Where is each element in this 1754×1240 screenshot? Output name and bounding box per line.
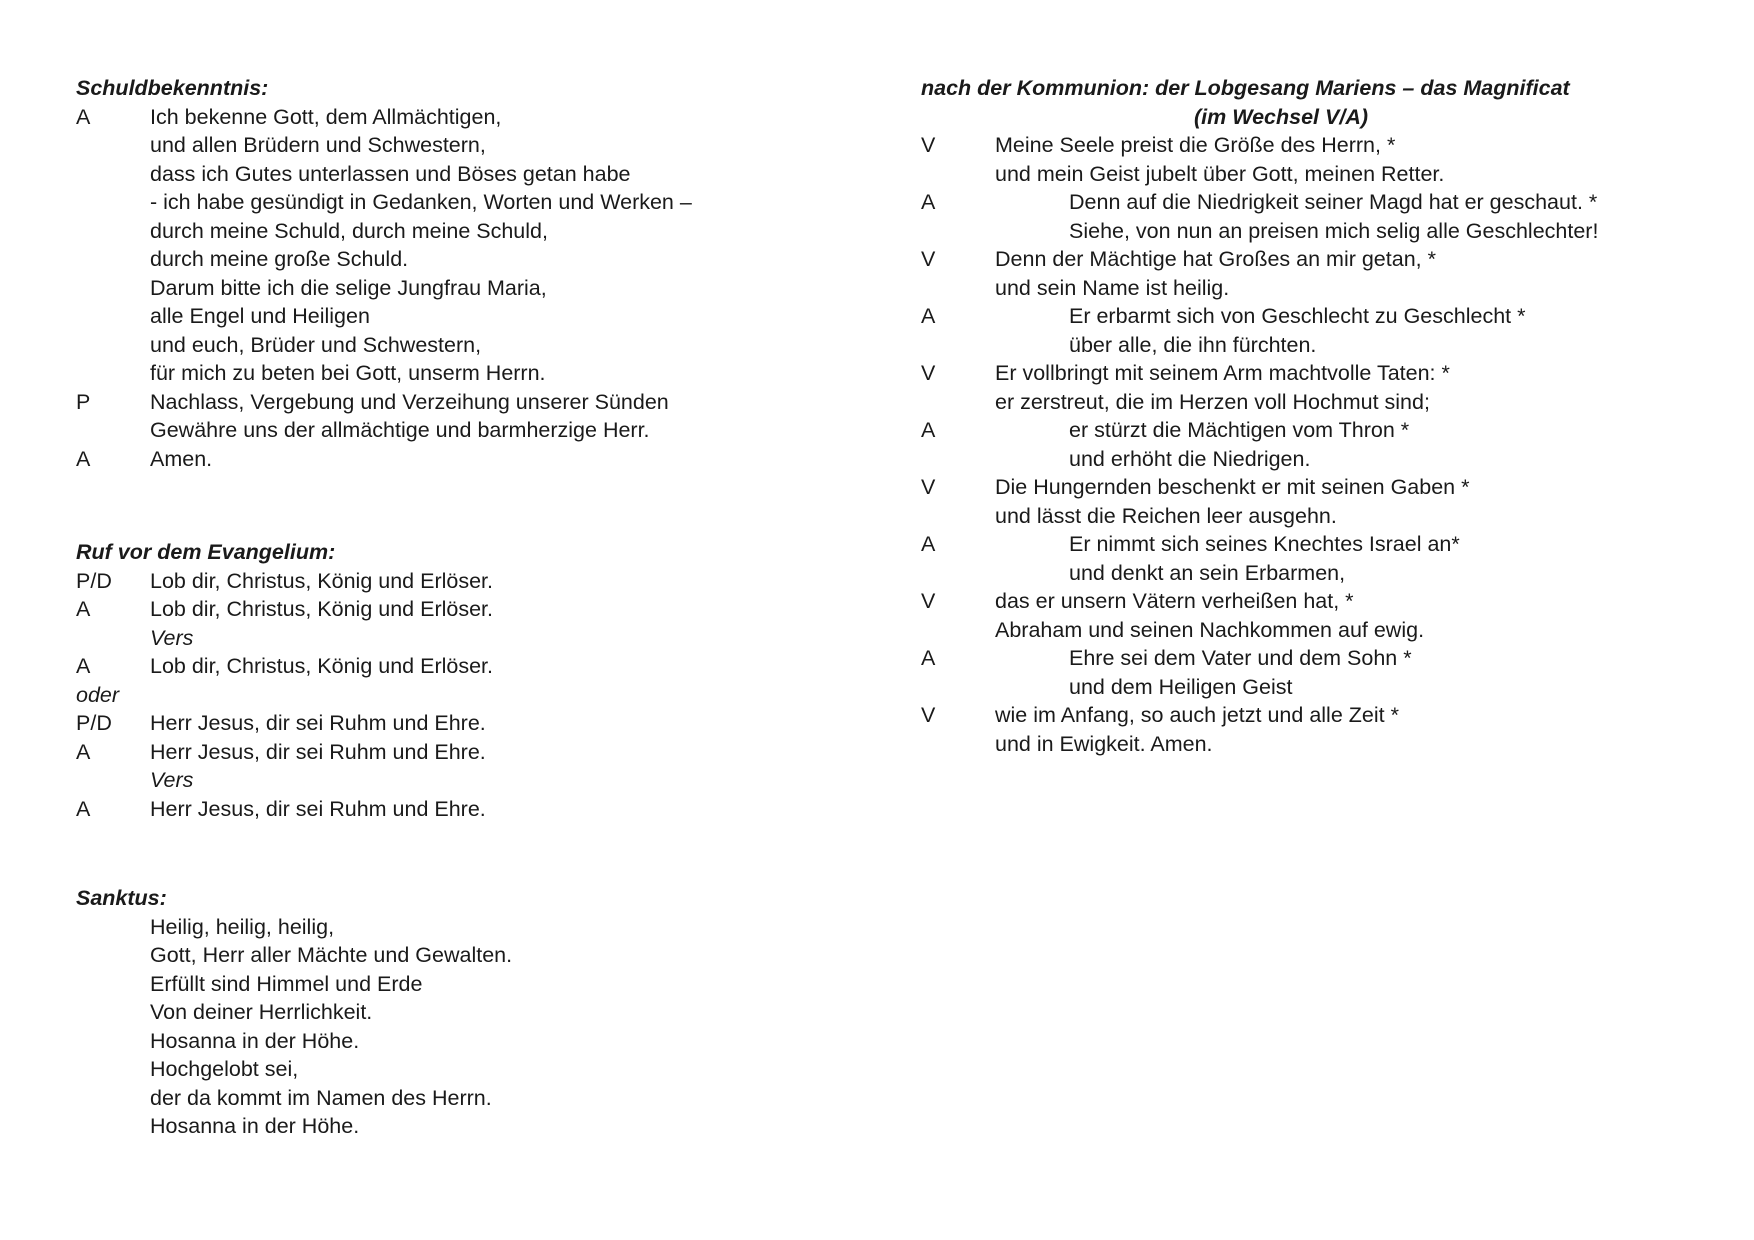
line-text: Hosanna in der Höhe. — [150, 1028, 360, 1053]
line-text: Lob dir, Christus, König und Erlöser. — [150, 568, 493, 593]
line-text: der da kommt im Namen des Herrn. — [150, 1085, 492, 1110]
text-line — [921, 388, 1741, 417]
speaker-label: A — [76, 597, 91, 621]
text-line — [76, 359, 836, 388]
speaker-label: A — [921, 418, 936, 442]
speaker-label: A — [76, 104, 91, 129]
text-line — [921, 416, 1741, 445]
line-text: und denkt an sein Erbarmen, — [1069, 560, 1346, 585]
line-text: und sein Name ist heilig. — [995, 275, 1230, 300]
text-line — [76, 103, 836, 132]
line-text: Herr Jesus, dir sei Ruhm und Ehre. — [150, 796, 486, 821]
line-text: Gewähre uns der allmächtige und barmherzige Herr. — [150, 418, 650, 442]
line-text: er zerstreut, die im Herzen voll Hochmut sind; — [995, 389, 1430, 414]
text-line — [921, 274, 1741, 303]
line-text: durch meine Schuld, durch meine Schuld, — [150, 218, 548, 243]
text-line — [76, 188, 836, 217]
text-line — [921, 217, 1741, 246]
text-line — [76, 274, 836, 303]
line-text: Amen. — [150, 446, 213, 471]
text-line — [921, 616, 1741, 645]
line-text: Vers — [150, 625, 194, 650]
line-text: Er vollbringt mit seinem Arm machtvolle Taten: * — [995, 361, 1450, 385]
text-line — [921, 359, 1741, 388]
line-text: Er nimmt sich seines Knechtes Israel an* — [1069, 532, 1460, 556]
line-text: Ehre sei dem Vater und dem Sohn * — [1069, 646, 1412, 670]
speaker-label: P/D — [76, 568, 112, 593]
line-text: und erhöht die Niedrigen. — [1069, 446, 1311, 471]
line-text: Hochgelobt sei, — [150, 1057, 299, 1081]
speaker-label: A — [76, 739, 91, 764]
speaker-label: A — [76, 654, 91, 678]
text-line — [921, 445, 1741, 474]
line-text: Hosanna in der Höhe. — [150, 1114, 360, 1138]
text-line — [76, 445, 836, 474]
text-line — [921, 188, 1741, 217]
text-line — [921, 587, 1741, 616]
text-line — [921, 673, 1741, 702]
line-text: Herr Jesus, dir sei Ruhm und Ehre. — [150, 711, 486, 735]
text-line — [76, 595, 836, 624]
line-text: - ich habe gesündigt in Gedanken, Worten und Werken – — [150, 190, 692, 214]
section-heading: Ruf vor dem Evangelium: — [76, 540, 336, 564]
line-text: und in Ewigkeit. Amen. — [995, 731, 1213, 756]
speaker-label: oder — [76, 682, 120, 707]
text-line — [76, 1084, 836, 1113]
speaker-label: V — [921, 133, 936, 157]
line-text: das er unsern Vätern verheißen hat, * — [995, 589, 1354, 613]
speaker-label: A — [921, 190, 936, 214]
speaker-label: P — [76, 389, 91, 414]
text-line — [76, 302, 836, 331]
speaker-label: V — [921, 247, 936, 271]
speaker-label: A — [921, 304, 936, 328]
line-text: Ich bekenne Gott, dem Allmächtigen, — [150, 104, 502, 129]
line-text: und dem Heiligen Geist — [1069, 674, 1293, 699]
text-line — [921, 473, 1741, 502]
text-line — [921, 730, 1741, 759]
speaker-label: V — [921, 475, 936, 499]
line-text: und mein Geist jubelt über Gott, meinen Retter. — [995, 161, 1445, 186]
text-line — [76, 416, 836, 445]
speaker-label: A — [921, 646, 936, 670]
speaker-label: A — [921, 532, 936, 556]
text-line — [76, 245, 836, 274]
text-line — [921, 331, 1741, 360]
speaker-label: V — [921, 361, 936, 385]
text-line — [76, 160, 836, 189]
text-line — [921, 530, 1741, 559]
text-line — [76, 998, 836, 1027]
text-line — [76, 941, 836, 970]
text-line — [76, 1055, 836, 1084]
line-text: und lässt die Reichen leer ausgehn. — [995, 503, 1337, 528]
text-line — [76, 1027, 836, 1056]
line-text: Lob dir, Christus, König und Erlöser. — [150, 597, 493, 621]
line-text: Die Hungernden beschenkt er mit seinen Gaben * — [995, 475, 1470, 499]
text-line — [76, 131, 836, 160]
line-text: Herr Jesus, dir sei Ruhm und Ehre. — [150, 739, 486, 764]
line-text: Erfüllt sind Himmel und Erde — [150, 971, 423, 996]
line-text: Nachlass, Vergebung und Verzeihung unserer Sünden — [150, 389, 669, 414]
speaker-label: P/D — [76, 711, 112, 735]
magnificat-heading: nach der Kommunion: der Lobgesang Mariens – das Magnificat — [921, 76, 1570, 100]
magnificat-subheading: (im Wechsel V/A) — [1193, 104, 1369, 129]
line-text: Lob dir, Christus, König und Erlöser. — [150, 654, 493, 678]
text-line — [76, 970, 836, 999]
text-line — [921, 245, 1741, 274]
line-text: und allen Brüdern und Schwestern, — [150, 133, 486, 157]
text-line — [921, 160, 1741, 189]
text-line — [76, 738, 836, 767]
line-text: über alle, die ihn fürchten. — [1069, 332, 1317, 357]
speaker-label: V — [921, 589, 936, 613]
speaker-label: A — [76, 446, 91, 471]
line-text: und euch, Brüder und Schwestern, — [150, 332, 482, 357]
line-text: Meine Seele preist die Größe des Herrn, * — [995, 133, 1396, 157]
text-line — [921, 701, 1741, 730]
line-text: Heilig, heilig, heilig, — [150, 914, 335, 939]
text-line — [76, 1112, 836, 1141]
line-text: er stürzt die Mächtigen vom Thron * — [1069, 418, 1410, 442]
line-text: alle Engel und Heiligen — [150, 304, 370, 328]
text-line — [76, 567, 836, 596]
section-heading: Schuldbekenntnis: — [76, 76, 269, 100]
line-text: Denn auf die Niedrigkeit seiner Magd hat er geschaut. * — [1069, 190, 1598, 214]
line-text: Darum bitte ich die selige Jungfrau Maria, — [150, 275, 547, 300]
text-line — [76, 709, 836, 738]
text-line — [921, 302, 1741, 331]
text-line — [921, 644, 1741, 673]
text-line — [76, 681, 836, 710]
line-text: Gott, Herr aller Mächte und Gewalten. — [150, 943, 513, 967]
text-line — [76, 331, 836, 360]
line-text: für mich zu beten bei Gott, unserm Herrn. — [150, 361, 546, 385]
line-text: Er erbarmt sich von Geschlecht zu Geschlecht * — [1069, 304, 1526, 328]
line-text: dass ich Gutes unterlassen und Böses getan habe — [150, 161, 631, 186]
speaker-label: V — [921, 703, 936, 727]
line-text: Abraham und seinen Nachkommen auf ewig. — [995, 617, 1425, 642]
text-line — [76, 766, 836, 795]
text-line — [76, 795, 836, 824]
section-heading: Sanktus: — [76, 886, 167, 910]
speaker-label: A — [76, 796, 91, 821]
text-line — [76, 624, 836, 653]
text-line — [76, 652, 836, 681]
text-line — [921, 502, 1741, 531]
text-line — [76, 913, 836, 942]
text-line — [76, 388, 836, 417]
text-line — [921, 131, 1741, 160]
line-text: Siehe, von nun an preisen mich selig alle Geschlechter! — [1069, 218, 1599, 243]
text-line — [921, 559, 1741, 588]
text-line — [76, 217, 836, 246]
line-text: wie im Anfang, so auch jetzt und alle Zeit * — [995, 703, 1399, 727]
line-text: Denn der Mächtige hat Großes an mir getan, * — [995, 247, 1436, 271]
line-text: durch meine große Schuld. — [150, 247, 409, 271]
line-text: Von deiner Herrlichkeit. — [150, 1000, 373, 1024]
line-text: Vers — [150, 768, 194, 792]
